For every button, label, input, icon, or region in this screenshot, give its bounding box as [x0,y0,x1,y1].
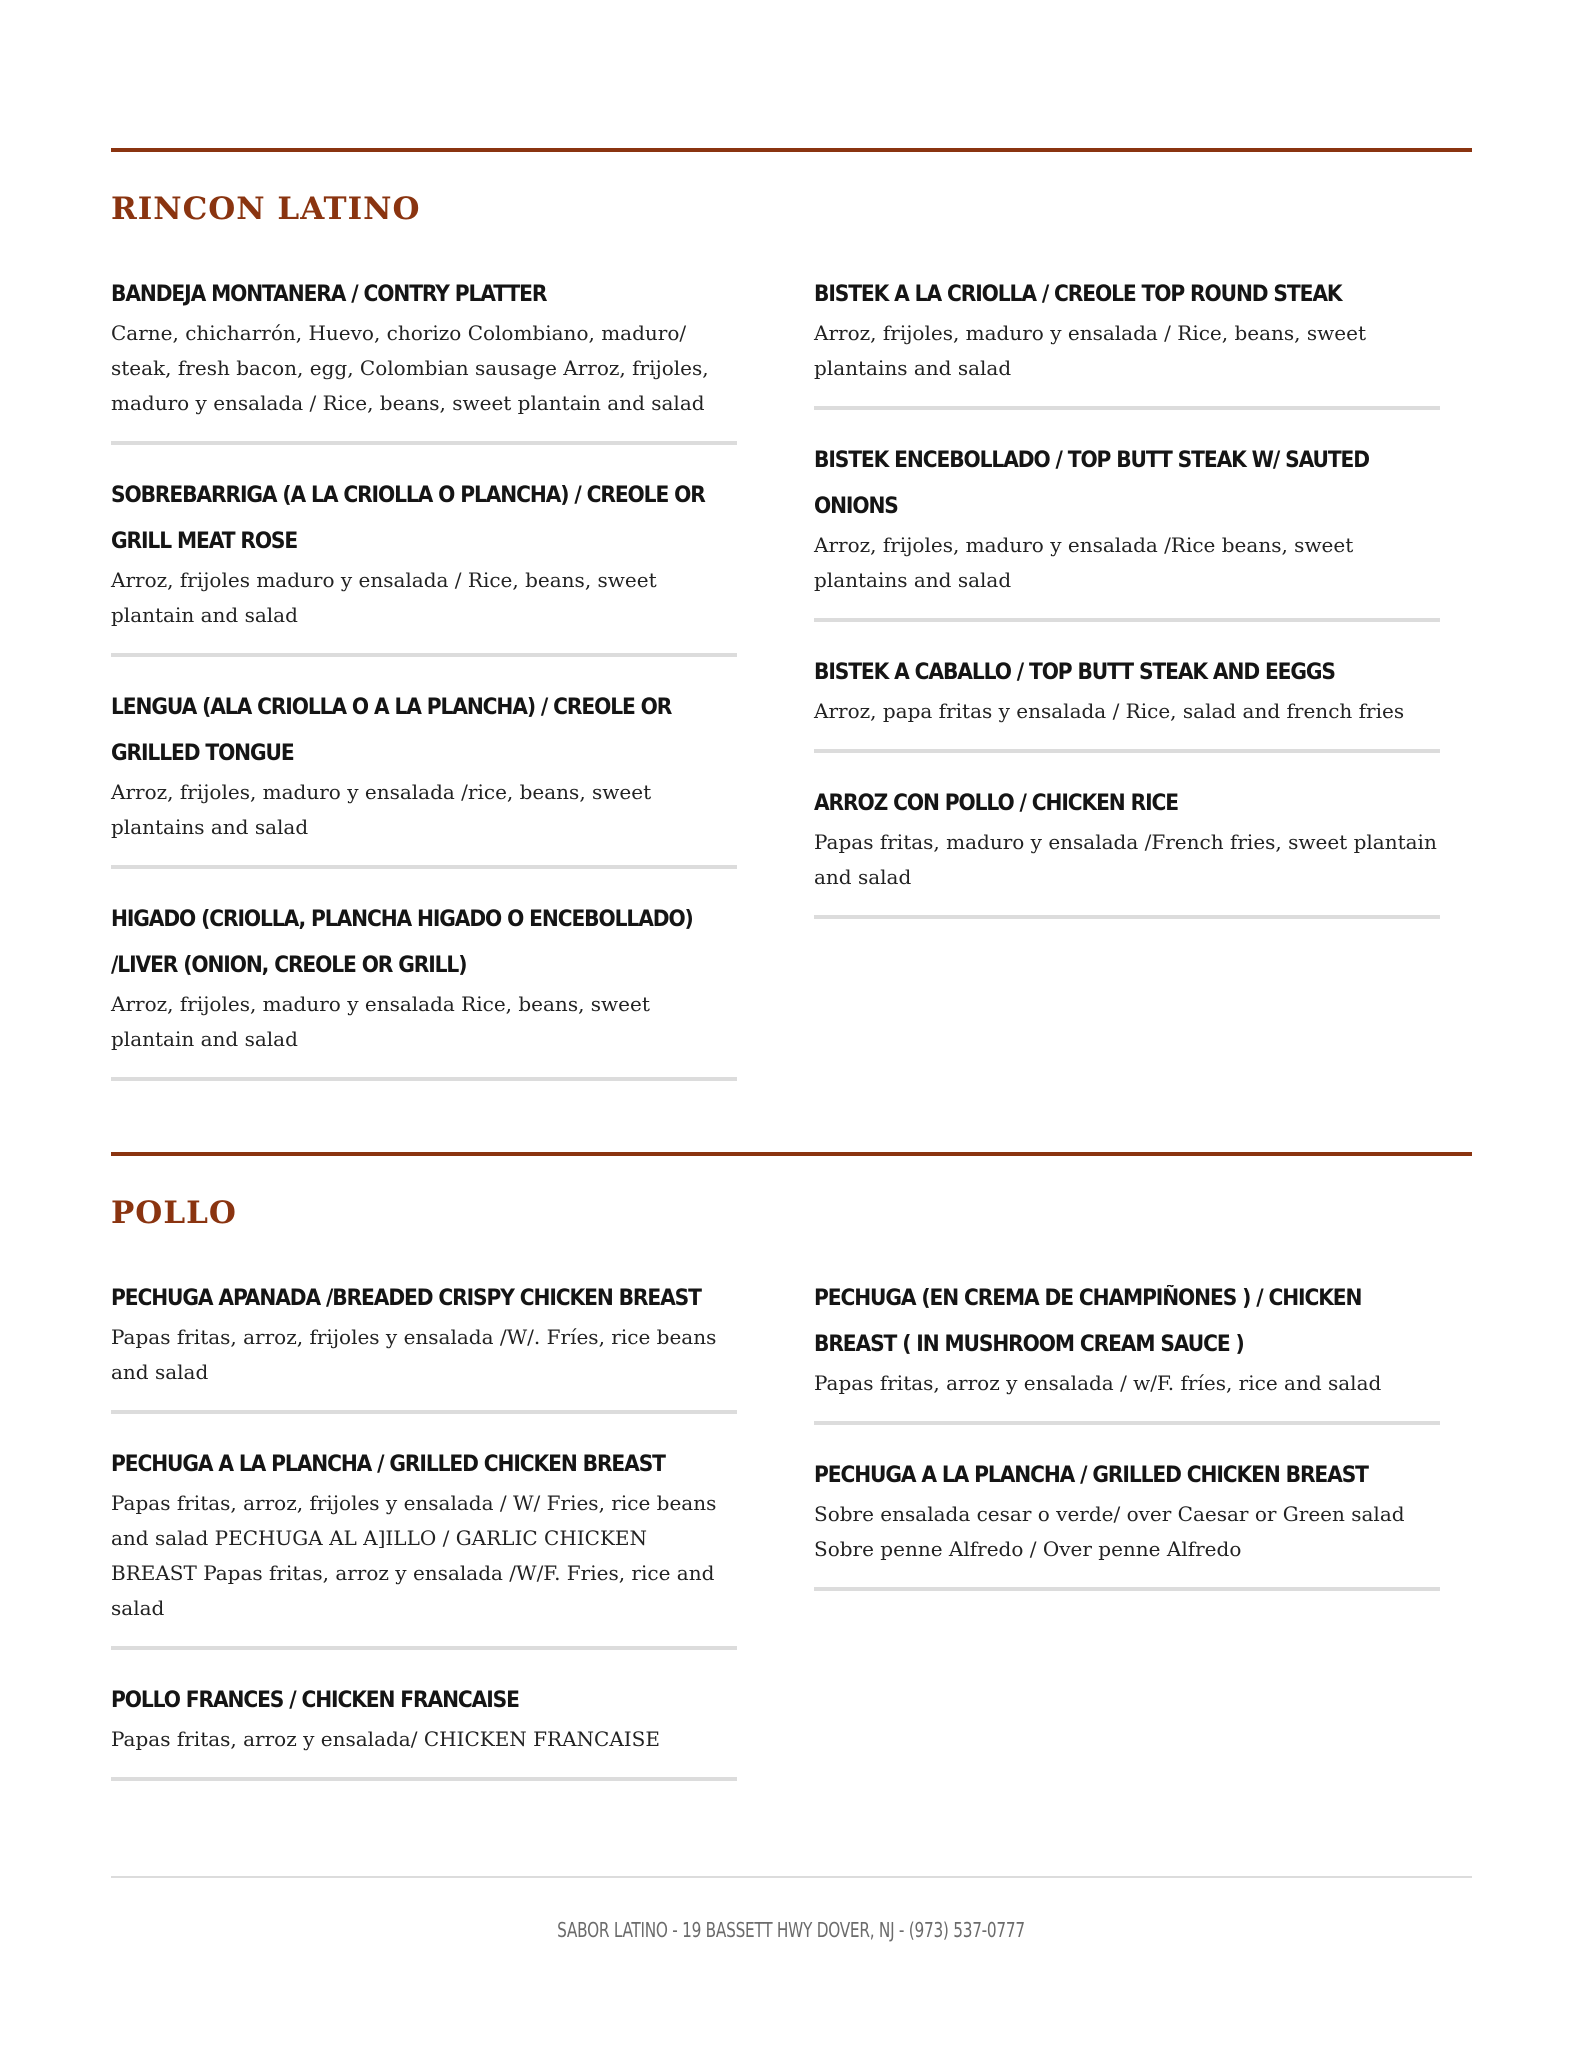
menu-item [814,1453,1440,1591]
footer-address: SABOR LATINO - 19 BASSETT HWY DOVER, NJ - (973) 537-0777 [557,1918,1025,1942]
menu-item [814,781,1440,919]
menu-item-description: Papas fritas, arroz, frijoles y ensalada / W/ Fries, rice beans and salad PECHUGA AL A]ILLO / GARLIC CHICKEN BREAST Papas fritas, arroz y ensalada /W/F. Fries, rice and salad [111,1491,717,1620]
menu-column-right [814,1276,1440,1619]
menu-item-name: SOBREBARRIGA (A LA CRIOLLA O PLANCHA) / CREOLE OR GRILL MEAT ROSE [111,483,705,554]
footer-divider [111,1876,1472,1878]
menu-item-description: Sobre ensalada cesar o verde/ over Caesar or Green salad Sobre penne Alfredo / Over penne Alfredo [814,1502,1405,1561]
menu-item-name: PECHUGA APANADA /BREADED CRISPY CHICKEN BREAST [111,1286,701,1311]
menu-item [111,1442,737,1650]
menu-column-left [111,272,737,1109]
section-divider [111,148,1472,152]
menu-item-description: Papas fritas, maduro y ensalada /French fries, sweet plantain and salad [814,830,1437,889]
menu-item-name: ARROZ CON POLLO / CHICKEN RICE [814,791,1178,816]
menu-item-name: BANDEJA MONTANERA / CONTRY PLATTER [111,282,547,307]
menu-item [111,1678,737,1781]
menu-item-description: Arroz, frijoles, maduro y ensalada / Rice, beans, sweet plantains and salad [814,321,1366,380]
menu-item-description: Arroz, frijoles maduro y ensalada / Rice, beans, sweet plantain and salad [111,568,657,627]
menu-item-description: Arroz, frijoles, maduro y ensalada /rice, beans, sweet plantains and salad [111,780,652,839]
menu-item [111,272,737,445]
menu-item [111,897,737,1081]
menu-item [814,438,1440,622]
menu-column-left [111,1276,737,1809]
menu-item-name: POLLO FRANCES / CHICKEN FRANCAISE [111,1688,519,1713]
section-rincon-latino [111,148,1472,1051]
menu-item-description: Arroz, papa fritas y ensalada / Rice, salad and french fries [814,699,1405,723]
menu-item-description: Papas fritas, arroz y ensalada / w/F. fríes, rice and salad [814,1371,1382,1395]
menu-item-name: PECHUGA A LA PLANCHA / GRILLED CHICKEN BREAST [111,1452,665,1477]
section-title: RINCON LATINO [111,191,421,227]
menu-item-name: PECHUGA A LA PLANCHA / GRILLED CHICKEN BREAST [814,1463,1368,1488]
menu-column-right [814,272,1440,947]
menu-item-description: Papas fritas, arroz, frijoles y ensalada /W/. Fríes, rice beans and salad [111,1325,717,1384]
section-title: POLLO [111,1195,237,1231]
menu-item-name: PECHUGA (EN CREMA DE CHAMPIÑONES ) / CHICKEN BREAST ( IN MUSHROOM CREAM SAUCE ) [814,1286,1362,1357]
menu-item-name: HIGADO (CRIOLLA, PLANCHA HIGADO O ENCEBOLLADO) /LIVER (ONION, CREOLE OR GRILL) [111,907,693,978]
menu-item-description: Arroz, frijoles, maduro y ensalada Rice, beans, sweet plantain and salad [111,992,650,1051]
menu-item-name: LENGUA (ALA CRIOLLA O A LA PLANCHA) / CREOLE OR GRILLED TONGUE [111,695,672,766]
menu-item [814,650,1440,753]
menu-item-name: BISTEK ENCEBOLLADO / TOP BUTT STEAK W/ SAUTED ONIONS [814,448,1369,519]
menu-item [814,1276,1440,1425]
menu-item-description: Arroz, frijoles, maduro y ensalada /Rice beans, sweet plantains and salad [814,533,1354,592]
menu-item [111,1276,737,1414]
menu-item [111,473,737,657]
section-divider [111,1152,1472,1156]
menu-item [814,272,1440,410]
menu-item-name: BISTEK A CABALLO / TOP BUTT STEAK AND EEGGS [814,660,1335,685]
menu-item [111,685,737,869]
section-pollo [111,1152,1472,1751]
menu-item-description: Carne, chicharrón, Huevo, chorizo Colombiano, maduro/ steak, fresh bacon, egg, Colombian sausage Arroz, frijoles, maduro y ensalada / Rice, beans, sweet plantain and salad [111,321,709,415]
menu-item-name: BISTEK A LA CRIOLLA / CREOLE TOP ROUND STEAK [814,282,1342,307]
menu-item-description: Papas fritas, arroz y ensalada/ CHICKEN FRANCAISE [111,1727,660,1751]
